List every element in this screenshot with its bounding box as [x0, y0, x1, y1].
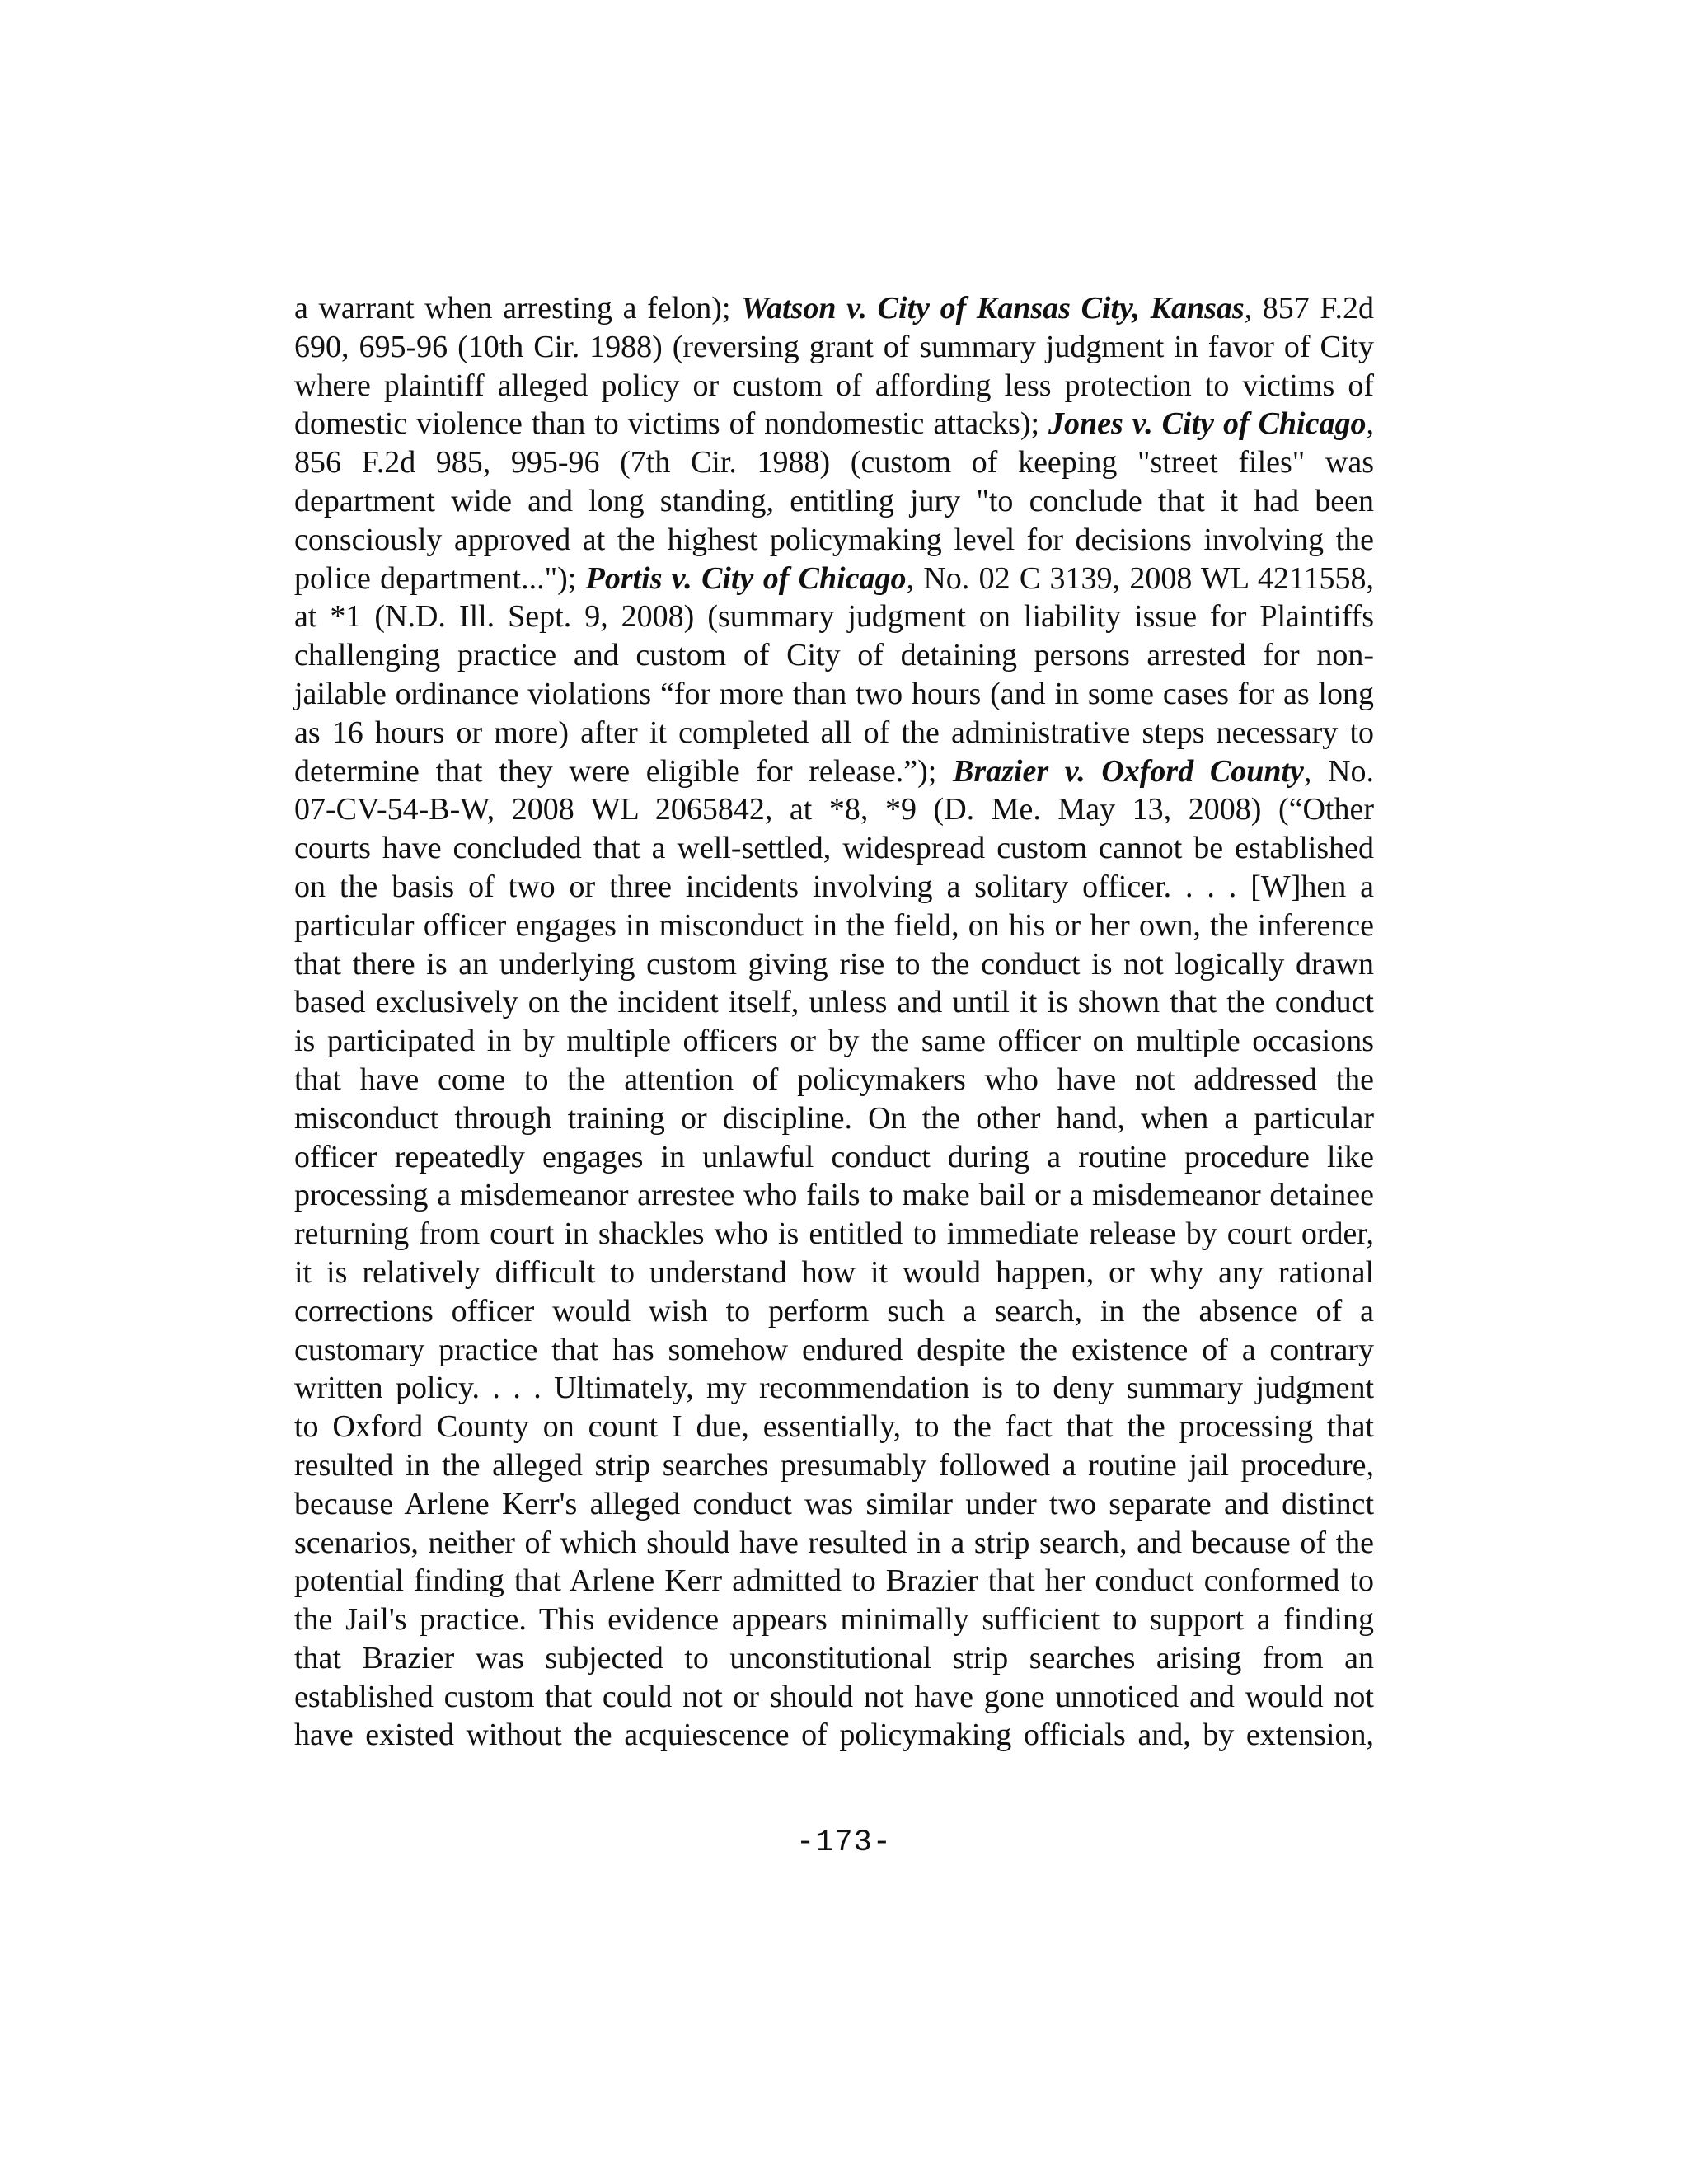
text-segment: misconduct through training or discipline. On the other hand, when a particular	[294, 1100, 1374, 1136]
text-line	[294, 1254, 1374, 1292]
text-segment: 690, 695-96 (10th Cir. 1988) (reversing grant of summary judgment in favor of City	[294, 329, 1374, 364]
text-line	[294, 1562, 1374, 1601]
text-line	[294, 636, 1374, 675]
text-line	[294, 714, 1374, 752]
text-line	[294, 983, 1374, 1022]
text-line	[294, 443, 1374, 482]
text-segment: that Brazier was subjected to unconstitutional strip searches arising from an	[294, 1640, 1374, 1675]
text-segment: challenging practice and custom of City of detaining persons arrested for non-	[294, 638, 1374, 673]
text-segment: department wide and long standing, entitling jury "to conclude that it had been	[294, 483, 1374, 518]
text-segment: scenarios, neither of which should have resulted in a strip search, and because of the	[294, 1525, 1374, 1560]
text-line	[294, 405, 1374, 443]
text-segment: that have come to the attention of policymakers who have not addressed the	[294, 1062, 1374, 1097]
text-line	[294, 1292, 1374, 1331]
text-line	[294, 790, 1374, 829]
text-line	[294, 675, 1374, 714]
text-line	[294, 1601, 1374, 1639]
text-segment: at *1 (N.D. Ill. Sept. 9, 2008) (summary judgment on liability issue for Plaintiffs	[294, 599, 1374, 635]
text-line	[294, 328, 1374, 367]
text-segment: returning from court in shackles who is entitled to immediate release by court order,	[294, 1216, 1374, 1252]
text-segment: consciously approved at the highest policymaking level for decisions involving the	[294, 522, 1374, 557]
text-segment: as 16 hours or more) after it completed all of the administrative steps necessary to	[294, 715, 1374, 750]
text-line	[294, 907, 1374, 945]
page-number: -173-	[795, 1825, 893, 1860]
case-citation: Jones v. City of Chicago	[1048, 406, 1367, 442]
text-segment: where plaintiff alleged policy or custom of affording less protection to victims of	[294, 368, 1374, 403]
text-line	[294, 1408, 1374, 1446]
text-line	[294, 1138, 1374, 1177]
text-segment: determine that they were eligible for release.”);	[294, 753, 953, 789]
text-line	[294, 752, 1374, 791]
case-citation: Watson v. City of Kansas City, Kansas	[741, 291, 1245, 326]
case-citation: Brazier v. Oxford County	[952, 753, 1304, 789]
text-segment: that there is an underlying custom giving rise to the conduct is not logically drawn	[294, 946, 1374, 982]
text-segment: ,	[1366, 406, 1374, 442]
case-citation: Portis v. City of Chicago	[585, 560, 907, 596]
text-segment: have existed without the acquiescence of policymaking officials and, by extension,	[294, 1718, 1374, 1753]
text-segment: jailable ordinance violations “for more than two hours (and in some cases for as long	[294, 676, 1374, 711]
text-segment: established custom that could not or should not have gone unnoticed and would not	[294, 1679, 1374, 1714]
text-segment: courts have concluded that a well-settled, widespread custom cannot be established	[294, 831, 1374, 866]
text-line	[294, 1215, 1374, 1254]
text-line	[294, 1446, 1374, 1485]
text-line	[294, 1061, 1374, 1099]
text-line	[294, 1678, 1374, 1717]
text-line	[294, 1176, 1374, 1215]
text-line	[294, 289, 1374, 328]
text-segment: corrections officer would wish to perform such a search, in the absence of a	[294, 1293, 1374, 1329]
text-segment: , No. 02 C 3139, 2008 WL 4211558,	[906, 560, 1375, 596]
text-segment: domestic violence than to victims of nondomestic attacks);	[294, 406, 1049, 442]
text-line	[294, 1716, 1374, 1755]
text-line	[294, 560, 1374, 598]
text-line	[294, 482, 1374, 521]
text-line	[294, 1369, 1374, 1408]
text-segment: it is relatively difficult to understand how it would happen, or why any rational	[294, 1254, 1374, 1290]
text-line	[294, 829, 1374, 868]
text-segment: potential finding that Arlene Kerr admitted to Brazier that her conduct conformed to	[294, 1563, 1374, 1599]
text-line	[294, 367, 1374, 405]
text-line	[294, 1331, 1374, 1370]
text-segment: customary practice that has somehow endured despite the existence of a contrary	[294, 1332, 1374, 1367]
text-line	[294, 868, 1374, 907]
text-segment: a warrant when arresting a felon);	[294, 291, 742, 326]
text-line	[294, 521, 1374, 560]
text-segment: officer repeatedly engages in unlawful conduct during a routine procedure like	[294, 1139, 1374, 1174]
text-line	[294, 1639, 1374, 1678]
text-segment: the Jail's practice. This evidence appears minimally sufficient to support a finding	[294, 1602, 1374, 1638]
text-segment: is participated in by multiple officers or by the same officer on multiple occasions	[294, 1024, 1374, 1059]
text-segment: 856 F.2d 985, 995-96 (7th Cir. 1988) (custom of keeping "street files" was	[294, 445, 1374, 480]
text-line	[294, 1524, 1374, 1563]
text-segment: because Arlene Kerr's alleged conduct was similar under two separate and distinct	[294, 1486, 1374, 1521]
text-segment: police department...");	[294, 560, 586, 596]
text-segment: based exclusively on the incident itself, unless and until it is shown that the conduct	[294, 985, 1374, 1020]
text-segment: to Oxford County on count I due, essentially, to the fact that the processing that	[294, 1409, 1374, 1445]
text-line	[294, 1022, 1374, 1061]
text-line	[294, 1099, 1374, 1138]
text-line	[294, 1485, 1374, 1524]
body-text	[294, 289, 1374, 1755]
text-line	[294, 945, 1374, 984]
text-segment: on the basis of two or three incidents involving a solitary officer. . . . [W]hen a	[294, 869, 1374, 904]
text-segment: , No.	[1303, 753, 1374, 789]
text-segment: particular officer engages in misconduct in the field, on his or her own, the inference	[294, 907, 1374, 943]
text-segment: 07-CV-54-B-W, 2008 WL 2065842, at *8, *9 (D. Me. May 13, 2008) (“Other	[294, 792, 1374, 827]
text-line	[294, 598, 1374, 636]
text-segment: written policy. . . . Ultimately, my recommendation is to deny summary judgment	[294, 1371, 1374, 1406]
text-segment: resulted in the alleged strip searches presumably followed a routine jail procedure,	[294, 1447, 1374, 1483]
text-segment: processing a misdemeanor arrestee who fails to make bail or a misdemeanor detainee	[294, 1178, 1374, 1213]
text-segment: , 857 F.2d	[1244, 291, 1374, 326]
